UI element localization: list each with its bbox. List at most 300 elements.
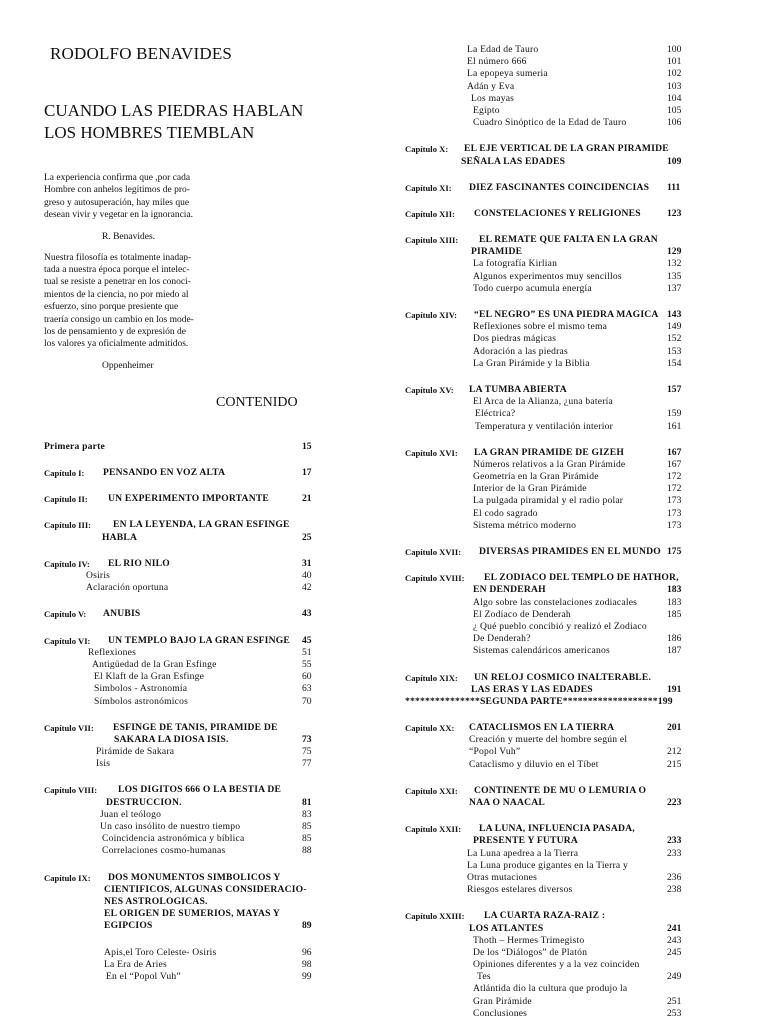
- toc-chapter-label: Capítulo IV:: [44, 558, 90, 569]
- toc-page-number: 223: [667, 797, 682, 808]
- toc-page-number: 152: [667, 333, 682, 345]
- toc-entry: [44, 671, 374, 683]
- epigraph-line: los valores ya oficialmente admitidos.: [44, 339, 189, 350]
- toc-entry-title: La Luna produce gigantes en la Tierra y: [467, 859, 628, 871]
- toc-entry: [405, 333, 745, 345]
- toc-spacer: [405, 220, 745, 234]
- toc-entry-title: Algunos experimentos muy sencillos: [473, 270, 622, 282]
- toc-entry: [44, 683, 374, 695]
- toc-entry: [405, 1008, 745, 1020]
- toc-entry-title: La Era de Aries: [104, 958, 167, 970]
- toc-page-number: 109: [667, 155, 682, 167]
- toc-entry-title: PENSANDO EN VOZ ALTA: [103, 467, 226, 479]
- toc-entry-title: EGIPCIOS: [104, 920, 153, 932]
- toc-chapter-entry: [44, 784, 374, 796]
- toc-chapter-entry: [405, 546, 745, 558]
- toc-entry: [44, 920, 374, 932]
- epigraph-line: esfuerzo, sino porque presiente que: [44, 302, 179, 313]
- toc-entry: [44, 659, 374, 671]
- toc-entry-title: Adán y Eva: [467, 80, 515, 92]
- toc-entry: [405, 971, 745, 983]
- toc-entry: [44, 746, 374, 758]
- toc-chapter-entry: [44, 635, 374, 647]
- toc-page-number: 233: [667, 847, 682, 859]
- toc-page-number: 60: [302, 671, 312, 683]
- book-title-line: LOS HOMBRES TIEMBLAN: [44, 123, 255, 142]
- toc-entry: [44, 647, 374, 659]
- toc-entry-title: PIRAMIDE: [471, 246, 523, 258]
- toc-entry-title: Sistema métrico moderno: [473, 519, 577, 531]
- toc-spacer: [44, 621, 374, 635]
- toc-entry: [405, 283, 745, 295]
- toc-entry-title: Osiris: [86, 570, 111, 581]
- toc-page-number: 132: [667, 258, 682, 270]
- toc-entry-title: Aclaración oportuna: [86, 582, 169, 594]
- toc-entry-title: NES ASTROLOGICAS.: [104, 895, 208, 907]
- toc-entry: [405, 520, 745, 532]
- toc-entry: [405, 396, 745, 408]
- toc-entry-title: Thoth – Hermes Trimegisto: [473, 934, 585, 946]
- toc-spacer: [405, 129, 745, 143]
- toc-page-number: 123: [667, 207, 682, 219]
- toc-spacer: [405, 809, 745, 823]
- toc-spacer: [44, 544, 374, 558]
- epigraph-signature: Oppenheimer: [102, 360, 154, 371]
- toc-chapter-entry: [405, 208, 745, 220]
- toc-page-number: 173: [667, 495, 682, 507]
- toc-chapter-label: Capítulo I:: [44, 468, 85, 479]
- toc-chapter-entry: [405, 672, 745, 684]
- toc-spacer: [405, 532, 745, 546]
- toc-spacer: [44, 479, 374, 493]
- toc-entry: [44, 570, 374, 582]
- toc-entry-title: Atlántida dio la cultura que produjo la: [473, 983, 628, 995]
- toc-entry-title: Apis,el Toro Celeste- Osiris: [104, 946, 217, 958]
- toc-entry-title: Temperatura y ventilación interior: [475, 420, 613, 432]
- toc-entry: [405, 271, 745, 283]
- toc-page-number: 173: [667, 507, 682, 519]
- toc-entry-title: Reflexiones: [88, 646, 137, 658]
- toc-entry: [405, 321, 745, 333]
- toc-entry-title: Coincidencia astronómica y bíblica: [102, 833, 245, 845]
- toc-entry: [44, 734, 374, 746]
- toc-entry-title: “Popol Vuh”: [469, 746, 521, 758]
- toc-entry-title: ANUBIS: [103, 608, 141, 620]
- toc-chapter-label: Capítulo III:: [44, 520, 92, 531]
- toc-entry: [405, 93, 745, 105]
- toc-chapter-entry: [405, 143, 745, 155]
- toc-entry: [405, 860, 745, 872]
- epigraph-oppenheimer: [44, 252, 219, 351]
- toc-entry-title: Algo sobre las constelaciones zodiacales: [473, 596, 638, 608]
- toc-page-number: 135: [667, 270, 682, 282]
- toc-chapter-label: Capítulo XXII:: [405, 824, 462, 835]
- toc-entry-title: Reflexiones sobre el mismo tema: [473, 321, 608, 333]
- epigraph-line: tual se resiste a penetrar en los conoci-: [44, 277, 191, 288]
- toc-page-number: 103: [667, 80, 682, 92]
- toc-chapter-label: Capítulo XXI:: [405, 785, 458, 796]
- toc-entry: [44, 821, 374, 833]
- toc-page-number: 191: [667, 683, 682, 695]
- toc-entry: [405, 884, 745, 896]
- toc-page-number: 175: [667, 546, 682, 557]
- epigraph-line: Nuestra filosofía es totalmente inadap-: [44, 252, 192, 263]
- toc-entry-title: EL RIO NILO: [108, 557, 170, 569]
- table-of-contents-left: [44, 441, 374, 983]
- toc-page-number: 186: [667, 633, 682, 645]
- toc-chapter-label: Capítulo VIII:: [44, 785, 98, 796]
- toc-entry-title: “EL NEGRO” ES UNA PIEDRA MAGICA: [474, 309, 659, 320]
- toc-chapter-entry: [44, 493, 374, 505]
- toc-entry-title: UN TEMPLO BAJO LA GRAN ESFINGE: [108, 634, 290, 646]
- toc-entry: [405, 471, 745, 483]
- toc-entry-title: Creación y muerte del hombre según el: [469, 734, 628, 746]
- epigraph-line: Hombre con anhelos legítimos de pro-: [44, 185, 190, 196]
- toc-entry: [405, 983, 745, 995]
- toc-page-number: 31: [302, 557, 312, 569]
- toc-entry-title: ***************SEGUNDA PARTE*******************199: [405, 695, 673, 707]
- toc-chapter-label: Capítulo V:: [44, 609, 87, 620]
- toc-page-number: 153: [667, 345, 682, 357]
- toc-chapter-label: Capítulo XII:: [405, 208, 455, 219]
- toc-entry: [405, 483, 745, 495]
- toc-entry-title: Otras mutaciones: [467, 871, 538, 883]
- toc-chapter-entry: [44, 608, 374, 620]
- toc-entry: [405, 246, 745, 258]
- toc-page-number: 106: [667, 117, 682, 129]
- toc-chapter-label: Capítulo XXIII:: [405, 911, 465, 922]
- toc-spacer: [405, 168, 745, 182]
- toc-entry-title: LA CUARTA RAZA-RAIZ :: [484, 910, 606, 922]
- toc-page-number: 187: [667, 645, 682, 657]
- toc-entry-title: LA LUNA, INFLUENCIA PASADA,: [479, 823, 635, 835]
- toc-entry-title: Antigüedad de la Gran Esfinge: [92, 658, 217, 670]
- toc-entry: [44, 582, 374, 594]
- toc-entry-title: SAKARA LA DIOSA ISIS.: [114, 733, 229, 745]
- toc-entry: [405, 872, 745, 884]
- toc-entry: [405, 959, 745, 971]
- toc-chapter-entry: [405, 447, 745, 459]
- toc-entry-title: Sistemas calendáricos americanos: [473, 645, 610, 657]
- toc-entry-title: LOS ATLANTES: [469, 922, 544, 934]
- toc-page-number: 172: [667, 483, 682, 495]
- toc-page-number: 183: [667, 596, 682, 608]
- toc-page-number: 15: [302, 440, 312, 452]
- toc-spacer: [405, 433, 745, 447]
- toc-entry-title: Cuadro Sinóptico de la Edad de Tauro: [473, 117, 627, 129]
- toc-page-number: 173: [667, 519, 682, 531]
- toc-spacer: [44, 770, 374, 784]
- toc-page-number: 98: [302, 958, 312, 970]
- toc-entry-title: Un caso insólito de nuestro tiempo: [100, 821, 241, 832]
- toc-page-number: 51: [302, 646, 312, 658]
- toc-entry-title: De los “Diálogos” de Platón: [473, 946, 588, 958]
- toc-page-number: 238: [667, 884, 682, 896]
- toc-page-number: 105: [667, 104, 682, 116]
- toc-spacer: [405, 194, 745, 208]
- toc-entry-title: Adoración a las piedras: [473, 345, 568, 357]
- toc-entry-title: Interior de la Gran Pirámide: [473, 483, 587, 495]
- toc-spacer: [405, 295, 745, 309]
- toc-entry: [405, 609, 745, 621]
- toc-page-number: 55: [302, 658, 312, 670]
- epigraph-benavides: [44, 172, 219, 222]
- epigraph-line: desean vivir y vegetar en la ignorancia.: [44, 210, 194, 221]
- toc-entry-title: CONTINENTE DE MU O LEMURIA O: [474, 784, 647, 796]
- toc-page-number: 215: [667, 758, 682, 770]
- toc-chapter-entry: [405, 785, 745, 797]
- toc-page-number: 251: [667, 995, 682, 1007]
- toc-page-number: 25: [302, 531, 312, 543]
- toc-page-number: 96: [302, 946, 312, 958]
- toc-chapter-label: Capítulo XI:: [405, 182, 452, 193]
- toc-chapter-entry: [405, 722, 745, 734]
- toc-page-number: 157: [667, 383, 682, 395]
- toc-entry: [44, 696, 374, 708]
- toc-entry: [405, 848, 745, 860]
- toc-page-number: 249: [667, 971, 682, 983]
- toc-spacer: [44, 505, 374, 519]
- toc-page-number: 75: [302, 746, 312, 758]
- toc-chapter-label: Capítulo VII:: [44, 722, 94, 733]
- toc-entry-title: CIENTIFICOS, ALGUNAS CONSIDERACIO-: [104, 883, 307, 895]
- toc-entry: [44, 532, 374, 544]
- toc-entry-title: Todo cuerpo acumula energía: [473, 282, 592, 294]
- epigraph-line: mientos de la ciencia, no por miedo al: [44, 289, 189, 300]
- left-column: [44, 44, 374, 983]
- right-column: [405, 44, 745, 1020]
- toc-chapter-entry: [405, 384, 745, 396]
- toc-page-number: 102: [667, 68, 682, 80]
- epigraph-line: La experiencia confirma que ,por cada: [44, 173, 191, 183]
- toc-entry: [405, 597, 745, 609]
- toc-entry-title: Geometría en la Gran Pirámide: [473, 471, 599, 483]
- toc-chapter-label: Capítulo VI:: [44, 635, 91, 646]
- toc-chapter-label: Capítulo II:: [44, 494, 88, 505]
- toc-page-number: 159: [667, 408, 682, 420]
- toc-entry-title: Conclusiones: [473, 1007, 528, 1019]
- toc-chapter-entry: [405, 910, 745, 922]
- toc-entry: [405, 459, 745, 471]
- toc-entry-title: El Arca de la Alianza, ¿una batería: [473, 396, 613, 408]
- toc-spacer: [405, 558, 745, 572]
- toc-entry-title: El Klaft de la Gran Esfinge: [94, 671, 205, 683]
- toc-page-number: 236: [667, 871, 682, 883]
- toc-entry-title: UN RELOJ COSMICO INALTERABLE.: [474, 671, 652, 683]
- table-of-contents-right: [405, 44, 745, 1020]
- toc-entry: [405, 923, 745, 935]
- toc-chapter-entry: [44, 558, 374, 570]
- toc-entry: [405, 81, 745, 93]
- toc-entry: [405, 56, 745, 68]
- toc-entry: [405, 734, 745, 746]
- toc-page-number: 167: [667, 446, 682, 458]
- toc-chapter-entry: [44, 722, 374, 734]
- toc-entry: [44, 971, 374, 983]
- toc-entry: [44, 833, 374, 845]
- toc-spacer: [44, 858, 374, 872]
- toc-chapter-label: Capítulo XV:: [405, 384, 454, 395]
- toc-entry: [44, 758, 374, 770]
- toc-entry-title: Pirámide de Sakara: [96, 746, 175, 758]
- toc-chapter-entry: [405, 823, 745, 835]
- toc-entry-title: SEÑALA LAS EDADES: [461, 155, 566, 167]
- toc-entry-title: PRESENTE Y FUTURA: [473, 835, 579, 847]
- toc-entry-title: Simbolos - Astronomía: [94, 683, 188, 695]
- toc-page-number: 85: [302, 821, 312, 832]
- toc-entry-title: La pulgada piramidal y el radio polar: [473, 495, 624, 507]
- toc-entry: [44, 884, 374, 896]
- toc-spacer: [405, 370, 745, 384]
- toc-page-number: 149: [667, 321, 682, 333]
- toc-chapter-entry: [44, 872, 374, 884]
- toc-page-number: 183: [667, 584, 682, 596]
- toc-chapter-label: Capítulo IX:: [44, 872, 91, 883]
- toc-entry-title: EN DENDERAH: [473, 584, 546, 596]
- toc-entry: [405, 44, 745, 56]
- toc-page-number: 143: [667, 309, 682, 320]
- toc-entry-title: LA GRAN PIRAMIDE DE GIZEH: [474, 446, 624, 458]
- toc-page-number: 111: [667, 181, 681, 193]
- toc-entry: [44, 896, 374, 908]
- toc-page-number: 43: [302, 608, 312, 620]
- toc-page-number: 99: [302, 970, 312, 982]
- toc-page-number: 243: [667, 934, 682, 946]
- toc-entry-title: Símbolos astronómicos: [94, 695, 189, 707]
- toc-entry: [405, 584, 745, 596]
- toc-spacer: [44, 708, 374, 722]
- toc-entry-title: ¿ Qué pueblo concibió y realizó el Zodiaco: [473, 620, 647, 632]
- toc-entry-title: De Denderah?: [473, 633, 531, 645]
- toc-entry: [405, 495, 745, 507]
- toc-entry-title: Opiniones diferentes y a la vez coinciden: [473, 959, 640, 971]
- epigraph-line: los de pensamiento y de expresión de: [44, 327, 186, 338]
- toc-entry: [405, 156, 745, 168]
- toc-entry: [44, 845, 374, 857]
- toc-entry-title: Juan el teólogo: [100, 808, 162, 820]
- toc-chapter-label: Capítulo XIII:: [405, 235, 459, 246]
- epigraph-line: greso y autosuperación, hay miles que: [44, 197, 190, 208]
- author-name: RODOLFO BENAVIDES: [50, 44, 233, 63]
- toc-page-number: 40: [302, 570, 312, 581]
- toc-page-number: 70: [302, 695, 312, 707]
- toc-entry: [405, 346, 745, 358]
- toc-entry: [44, 809, 374, 821]
- toc-page-number: 172: [667, 471, 682, 483]
- toc-spacer: [405, 708, 745, 722]
- toc-entry-title: Eléctrica?: [475, 408, 516, 420]
- toc-entry: [405, 759, 745, 771]
- toc-entry-title: EL EJE VERTICAL DE LA GRAN PIRAMIDE: [464, 143, 669, 155]
- toc-entry-title: LAS ERAS Y LAS EDADES: [471, 683, 593, 695]
- toc-entry: [405, 258, 745, 270]
- toc-entry: [405, 621, 745, 633]
- toc-entry-title: En el “Popol Vuh”: [106, 970, 181, 982]
- toc-entry: [405, 408, 745, 420]
- toc-entry: [44, 947, 374, 959]
- toc-chapter-entry: [405, 309, 745, 321]
- toc-entry-title: El número 666: [467, 56, 527, 68]
- toc-entry-title: DIEZ FASCINANTES COINCIDENCIAS: [469, 181, 650, 193]
- toc-entry-title: EL ORIGEN DE SUMERIOS, MAYAS Y: [104, 908, 281, 920]
- toc-chapter-entry: [405, 182, 745, 194]
- toc-entry-title: ESFINGE DE TANIS, PIRAMIDE DE: [113, 721, 278, 733]
- toc-entry-title: Primera parte: [44, 440, 105, 452]
- toc-entry-title: DOS MONUMENTOS SIMBOLICOS Y: [108, 871, 281, 883]
- toc-entry: [44, 959, 374, 971]
- toc-entry-title: Números relativos a la Gran Pirámide: [473, 458, 626, 470]
- toc-entry-title: La Edad de Tauro: [467, 44, 539, 55]
- toc-entry-title: El codo sagrado: [473, 507, 538, 519]
- toc-entry: [405, 645, 745, 657]
- toc-spacer: [405, 896, 745, 910]
- toc-page-number: 81: [302, 796, 312, 808]
- toc-page-number: 129: [667, 246, 682, 258]
- toc-entry: [405, 421, 745, 433]
- toc-entry: [405, 935, 745, 947]
- epigraph-signature: R. Benavides.: [102, 231, 156, 242]
- toc-entry: [405, 797, 745, 809]
- toc-chapter-entry: [44, 467, 374, 479]
- toc-entry: [44, 441, 374, 453]
- toc-page-number: 73: [302, 733, 312, 745]
- toc-entry-title: CONSTELACIONES Y RELIGIONES: [474, 207, 641, 219]
- toc-entry-title: La epopeya sumeria: [467, 68, 548, 80]
- toc-entry-title: HABLA: [102, 531, 138, 543]
- toc-entry: [405, 746, 745, 758]
- toc-chapter-label: Capítulo XVIII:: [405, 573, 465, 584]
- toc-chapter-label: Capítulo XIV:: [405, 310, 457, 320]
- toc-page-number: 89: [302, 920, 312, 932]
- toc-entry-title: NAA O NAACAL: [469, 797, 545, 808]
- toc-page-number: 154: [667, 357, 682, 369]
- toc-entry-title: Isis: [96, 758, 111, 770]
- toc-page-number: 104: [667, 92, 682, 104]
- toc-entry-title: Cataclismo y diluvio en el Tíbet: [469, 758, 599, 770]
- toc-entry: [405, 696, 745, 708]
- toc-chapter-label: Capítulo XX:: [405, 723, 455, 734]
- toc-page-number: 100: [667, 44, 682, 55]
- book-title-line: CUANDO LAS PIEDRAS HABLAN: [44, 101, 304, 120]
- toc-entry-title: DIVERSAS PIRAMIDES EN EL MUNDO: [479, 546, 661, 557]
- toc-page-number: 45: [302, 634, 312, 646]
- toc-entry-title: UN EXPERIMENTO IMPORTANTE: [108, 493, 270, 505]
- toc-chapter-label: Capítulo XVI:: [405, 447, 458, 458]
- toc-page-number: 253: [667, 1007, 682, 1019]
- toc-entry: [44, 797, 374, 809]
- toc-page-number: 137: [667, 282, 682, 294]
- epigraph-line: tada a nuestra época porque el intelec-: [44, 265, 190, 276]
- toc-page-number: 233: [667, 835, 682, 847]
- toc-entry: [44, 908, 374, 920]
- toc-chapter-label: Capítulo XVII:: [405, 547, 462, 557]
- toc-entry-title: Correlaciones cosmo-humanas: [102, 845, 226, 857]
- toc-page-number: 201: [667, 722, 682, 734]
- toc-chapter-entry: [405, 234, 745, 246]
- toc-page-number: 185: [667, 608, 682, 620]
- toc-entry-title: El Zodíaco de Denderah: [473, 608, 571, 620]
- toc-spacer: [405, 771, 745, 785]
- toc-entry: [405, 105, 745, 117]
- toc-page-number: 241: [667, 922, 682, 934]
- toc-entry-title: Dos piedras mágicas: [473, 333, 557, 345]
- toc-page-number: 245: [667, 946, 682, 958]
- toc-chapter-label: Capítulo XIX:: [405, 672, 458, 683]
- toc-chapter-entry: [44, 519, 374, 531]
- toc-entry-title: La Gran Pirámide y la Biblia: [473, 357, 590, 369]
- toc-entry: [405, 947, 745, 959]
- toc-page-number: 21: [302, 493, 312, 505]
